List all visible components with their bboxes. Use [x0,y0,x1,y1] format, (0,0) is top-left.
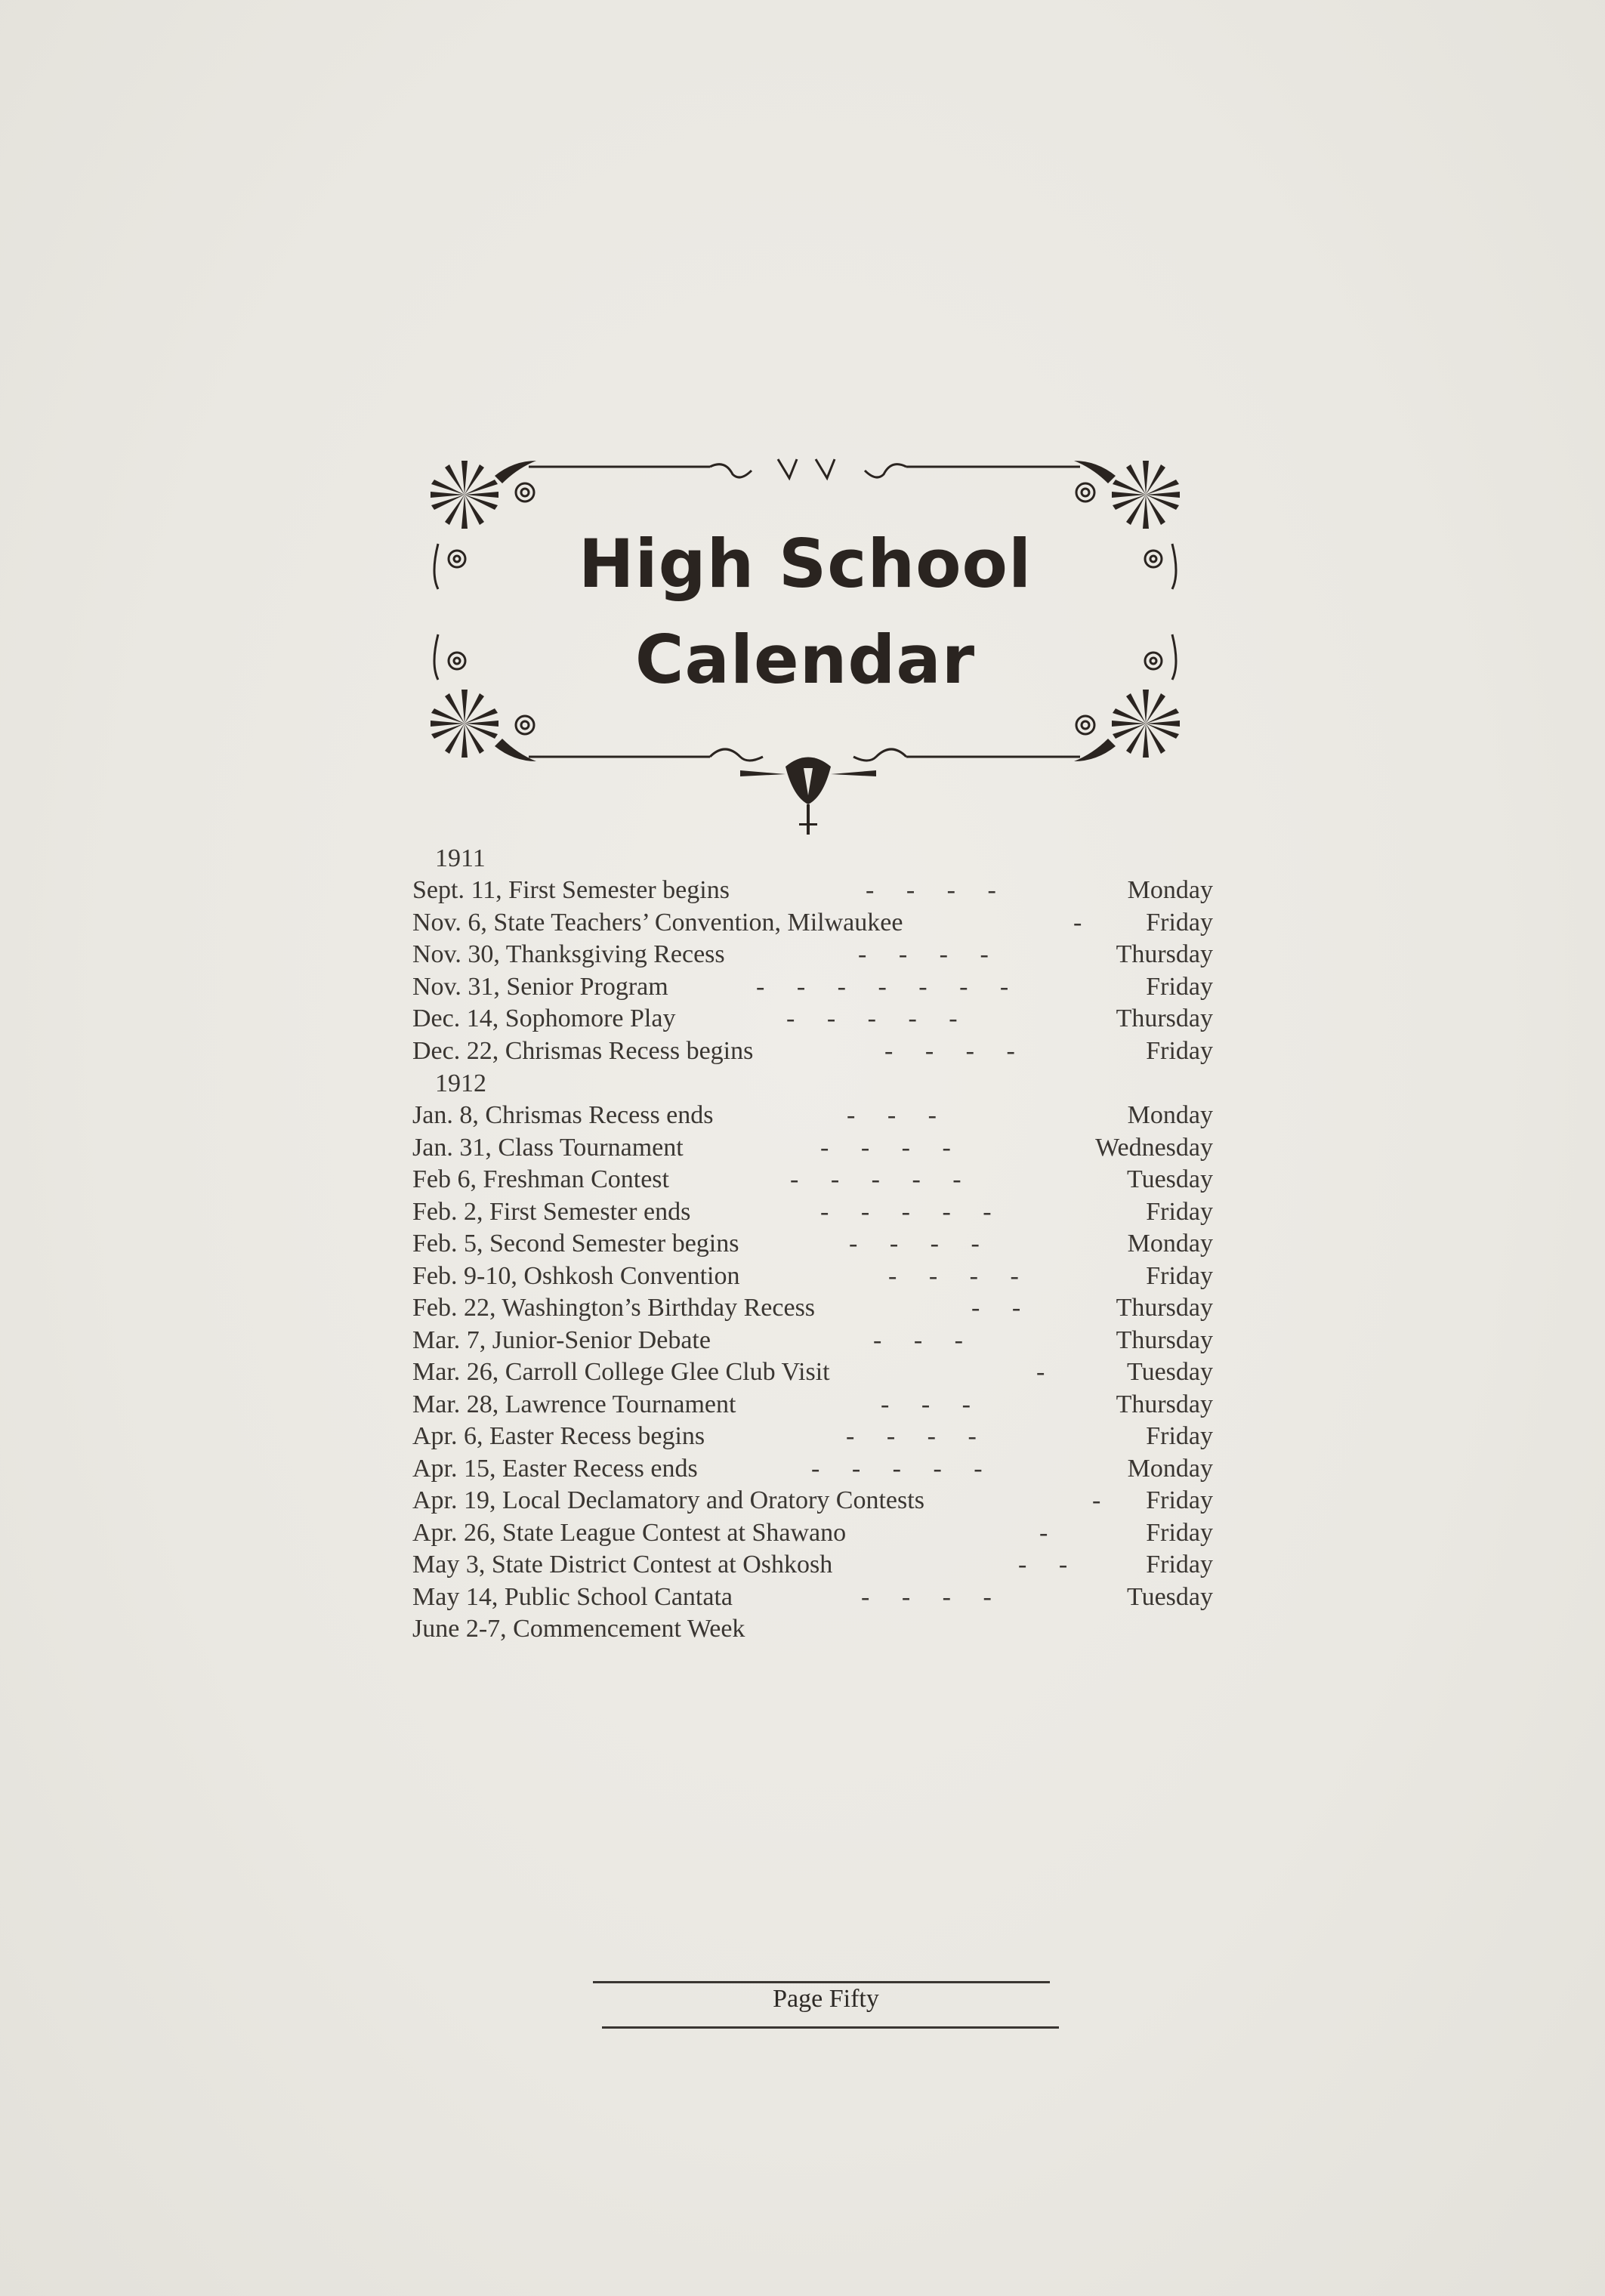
year-heading-1912: 1912 [435,1069,486,1097]
event-day: Wednesday [1095,1133,1213,1162]
event-day: Friday [1146,1518,1213,1547]
list-item [412,1549,1213,1582]
event-day: Friday [1146,1486,1213,1514]
leader-dashes: - - - - [846,1422,977,1450]
leader-dashes: - - - - [820,1133,951,1162]
event-text: Nov. 31, Senior Program [412,972,668,1001]
event-text: June 2-7, Commencement Week [412,1615,745,1643]
event-day: Friday [1146,1197,1213,1226]
event-day: Friday [1146,1551,1213,1578]
leader-dashes: - - - - - [790,1165,961,1193]
event-day: Friday [1146,908,1213,937]
leader-dashes: - - - - [866,876,996,904]
leader-dashes: - - - - [884,1036,1015,1065]
event-text: Jan. 8, Chrismas Recess ends [412,1101,714,1129]
event-day: Monday [1127,876,1213,904]
list-item [412,1132,1213,1165]
event-day: Friday [1146,1261,1213,1290]
event-text: Apr. 26, State League Contest at Shawano [412,1518,847,1547]
event-day: Thursday [1116,940,1213,968]
list-item [412,1485,1213,1517]
footer-rule-top [593,1981,1050,1983]
leader-dashes: - - - [881,1390,971,1418]
event-day: Friday [1146,1422,1213,1450]
list-item [412,1421,1213,1453]
list-item [412,971,1213,1004]
event-day: Monday [1127,1101,1213,1129]
event-day: Friday [1146,1036,1213,1065]
event-text: May 14, Public School Cantata [412,1582,733,1611]
leader-dashes: - [1039,1518,1048,1547]
list-item [412,1389,1213,1421]
list-item [412,1164,1213,1196]
leader-dashes: - - - - [849,1230,980,1258]
event-day: Monday [1127,1454,1213,1483]
leader-dashes: - [1092,1486,1101,1514]
list-item [412,875,1213,907]
event-day: Tuesday [1127,1165,1213,1193]
event-text: Feb. 5, Second Semester begins [412,1230,739,1258]
event-text: Feb 6, Freshman Contest [412,1165,669,1193]
list-item [412,1292,1213,1325]
header-ornament-frame [423,453,1187,861]
event-day: Friday [1146,972,1213,1001]
event-text: Apr. 15, Easter Recess ends [412,1454,698,1483]
event-day: Thursday [1116,1390,1213,1418]
year-heading-1911: 1911 [435,844,486,872]
list-item [412,1613,1213,1646]
list-item [412,1582,1213,1614]
event-text: Sept. 11, First Semester begins [412,876,730,904]
event-day: Thursday [1116,1004,1213,1032]
leader-dashes: - - [971,1294,1021,1322]
event-text: Apr. 19, Local Declamatory and Oratory Contests [412,1486,924,1514]
list-item [412,1517,1213,1550]
leader-dashes: - [1036,1358,1045,1386]
event-day: Monday [1127,1230,1213,1258]
event-text: Apr. 6, Easter Recess begins [412,1422,705,1450]
list-item [412,1035,1213,1068]
leader-dashes: - - - - [858,940,989,968]
list-item [412,1196,1213,1229]
event-text: Jan. 31, Class Tournament [412,1133,684,1162]
leader-dashes: - - - - - [786,1004,958,1032]
list-item [412,1356,1213,1389]
list-item [412,1100,1213,1132]
list-item [412,939,1213,971]
event-text: Mar. 26, Carroll College Glee Club Visit [412,1358,830,1386]
event-text: Mar. 7, Junior-Senior Debate [412,1325,711,1354]
event-text: Dec. 14, Sophomore Play [412,1004,676,1032]
event-text: Dec. 22, Chrismas Recess begins [412,1036,754,1065]
event-text: Feb. 2, First Semester ends [412,1197,691,1226]
leader-dashes: - - - - [861,1582,992,1611]
leader-dashes: - [1073,908,1082,937]
event-day: Thursday [1116,1325,1213,1354]
event-text: Feb. 9-10, Oshkosh Convention [412,1261,740,1290]
list-item [412,1228,1213,1261]
event-text: Nov. 30, Thanksgiving Recess [412,940,725,968]
calendar-list [412,842,1213,1646]
leader-dashes: - - - [873,1325,963,1354]
list-item [412,1003,1213,1035]
page-title-line1: High School [578,525,1032,603]
event-day: Tuesday [1127,1582,1213,1611]
leader-dashes: - - - - - - - [756,972,1009,1001]
page-number-label: Page Fifty [773,1985,879,2013]
event-text: Nov. 6, State Teachers’ Convention, Milwaukee [412,908,903,937]
list-item [412,1325,1213,1357]
leader-dashes: - - - - [888,1261,1019,1290]
leader-dashes: - - - - - [811,1454,983,1483]
footer-rule-bottom [602,2026,1059,2029]
event-text: Feb. 22, Washington’s Birthday Recess [412,1294,816,1322]
list-item [412,907,1213,940]
list-item [412,1453,1213,1486]
event-text: May 3, State District Contest at Oshkosh [412,1551,833,1578]
list-item [412,1261,1213,1293]
event-text: Mar. 28, Lawrence Tournament [412,1390,736,1418]
event-day: Thursday [1116,1294,1213,1322]
event-day: Tuesday [1127,1358,1213,1386]
leader-dashes: - - - [847,1101,937,1129]
leader-dashes: - - - - - [820,1197,992,1226]
page-title-line2: Calendar [634,621,976,699]
leader-dashes: - - [1018,1551,1068,1578]
